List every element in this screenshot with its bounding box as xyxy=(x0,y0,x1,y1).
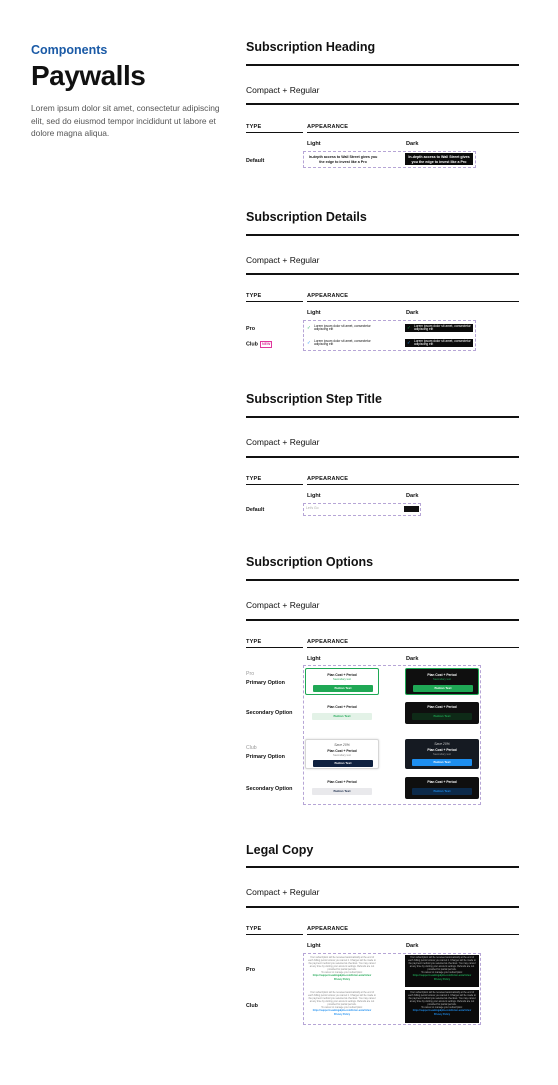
details-preview-light-club: ✓ Lorem ipsum dolor sit amet, consectetur adipiscing elit xyxy=(305,339,377,347)
option-button[interactable]: Button Text xyxy=(312,713,372,720)
check-icon: ✓ xyxy=(407,325,411,330)
dark-label: Dark xyxy=(406,310,419,316)
option-button[interactable]: Button Text xyxy=(412,788,472,795)
secondary-note: Secondary text xyxy=(333,754,351,757)
dark-label: Dark xyxy=(406,493,419,499)
row-label-primary: Primary Option xyxy=(246,754,285,760)
plan-cost: Plan Cost + Period xyxy=(427,780,457,784)
option-card-pro-primary-light[interactable] xyxy=(305,668,379,695)
plan-cost: Plan Cost + Period xyxy=(327,749,357,753)
save-badge: Save 20% xyxy=(334,743,350,747)
divider xyxy=(246,103,519,105)
row-label-default: Default xyxy=(246,507,265,513)
option-card-club-primary-dark[interactable] xyxy=(405,739,479,769)
column-header-type: TYPE xyxy=(246,124,262,130)
divider xyxy=(246,934,303,935)
plan-cost: Plan Cost + Period xyxy=(427,673,457,677)
save-badge: Save 20% xyxy=(434,742,450,746)
legal-manage: To cancel or manage your subscription: xyxy=(421,1005,463,1009)
option-button[interactable]: Button Text xyxy=(412,713,472,720)
row-label-club: Club xyxy=(246,1003,258,1009)
row-label-secondary: Secondary Option xyxy=(246,710,293,716)
divider xyxy=(307,934,519,935)
divider xyxy=(246,301,303,302)
legal-manage: To cancel or manage your subscription: xyxy=(321,970,363,974)
plan-cost: Plan Cost + Period xyxy=(427,705,457,709)
section-title: Subscription Options xyxy=(246,555,374,569)
plan-cost: Plan Cost + Period xyxy=(327,780,357,784)
divider xyxy=(246,619,519,621)
divider xyxy=(246,484,303,485)
column-header-type: TYPE xyxy=(246,293,262,299)
option-button[interactable]: Button Text xyxy=(313,760,373,767)
light-label: Light xyxy=(307,310,321,316)
variant-label: Compact + Regular xyxy=(246,85,320,95)
divider xyxy=(246,456,519,458)
option-card-pro-secondary-dark[interactable] xyxy=(405,702,479,724)
divider xyxy=(246,132,303,133)
option-button[interactable]: Button Text xyxy=(412,759,472,766)
option-button[interactable]: Button Text xyxy=(313,685,373,692)
legal-body: Your subscription will be renewed automatically at the end of each billing period unless you cancel it. Charges will be made to the payment method you selected at checkout. You may cancel at any time by visiting your account settings. Refunds are not provided for partial periods. xyxy=(308,991,376,1006)
group-label-pro: Pro xyxy=(246,671,255,677)
column-header-appearance: APPEARANCE xyxy=(307,124,349,130)
variant-label: Compact + Regular xyxy=(246,255,320,265)
divider xyxy=(307,301,519,302)
row-label-pro: Pro xyxy=(246,326,255,332)
dark-label: Dark xyxy=(406,656,419,662)
legal-url[interactable]: https://support.seekingalpha.com/hc/en-us/articles/ xyxy=(412,1008,472,1012)
dark-label: Dark xyxy=(406,141,419,147)
legal-manage: To cancel or manage your subscription: xyxy=(321,1005,363,1009)
privacy-link[interactable]: Privacy Policy xyxy=(433,977,451,981)
heading-preview-dark: In-depth access to Wall Street gives you the edge to invest like a Pro xyxy=(405,153,473,165)
heading-preview-light: In-depth access to Wall Street gives you the edge to invest like a Pro xyxy=(308,155,378,164)
variant-label: Compact + Regular xyxy=(246,887,320,897)
option-button[interactable]: Button Text xyxy=(413,685,473,692)
option-card-pro-primary-dark[interactable] xyxy=(405,668,479,695)
light-label: Light xyxy=(307,943,321,949)
legal-body: Your subscription will be renewed automatically at the end of each billing period unless you cancel it. Charges will be made to the payment method you selected at checkout. You may cancel at any time by visiting your account settings. Refunds are not provided for partial periods. xyxy=(408,956,476,971)
section-title: Subscription Step Title xyxy=(246,392,382,406)
legal-url[interactable]: https://support.seekingalpha.com/hc/en-us/articles/ xyxy=(312,973,372,977)
section-title: Legal Copy xyxy=(246,843,314,857)
divider xyxy=(246,234,519,236)
option-card-club-secondary-dark[interactable] xyxy=(405,777,479,799)
new-tag: NEW xyxy=(261,342,271,346)
legal-url[interactable]: https://support.seekingalpha.com/hc/en-us/articles/ xyxy=(312,1008,372,1012)
column-header-type: TYPE xyxy=(246,926,262,932)
section-title: Subscription Details xyxy=(246,210,367,224)
secondary-note: Secondary text xyxy=(433,678,451,681)
column-header-type: TYPE xyxy=(246,476,262,482)
variant-label: Compact + Regular xyxy=(246,437,320,447)
light-label: Light xyxy=(307,656,321,662)
column-header-type: TYPE xyxy=(246,639,262,645)
check-icon: ✓ xyxy=(307,340,311,345)
option-card-pro-secondary-light[interactable] xyxy=(305,702,379,724)
variant-label: Compact + Regular xyxy=(246,600,320,610)
column-header-appearance: APPEARANCE xyxy=(307,293,349,299)
secondary-note: Secondary text xyxy=(333,678,351,681)
legal-body: Your subscription will be renewed automatically at the end of each billing period unless you cancel it. Charges will be made to the payment method you selected at checkout. You may cancel at any time by visiting your account settings. Refunds are not provided for partial periods. xyxy=(308,956,376,971)
divider xyxy=(307,647,519,648)
row-label-club: Club NEW xyxy=(246,341,271,348)
light-label: Light xyxy=(307,493,321,499)
column-header-appearance: APPEARANCE xyxy=(307,926,349,932)
divider xyxy=(246,647,303,648)
legal-preview-dark-pro xyxy=(405,955,479,987)
divider xyxy=(246,866,519,868)
divider xyxy=(307,132,519,133)
legal-preview-light-club xyxy=(305,990,379,1023)
plan-cost: Plan Cost + Period xyxy=(427,748,457,752)
legal-body: Your subscription will be renewed automatically at the end of each billing period unless you cancel it. Charges will be made to the payment method you selected at checkout. You may cancel at any time by visiting your account settings. Refunds are not provided for partial periods. xyxy=(408,991,476,1006)
secondary-note: Secondary text xyxy=(433,753,451,756)
privacy-link[interactable]: Privacy Policy xyxy=(333,977,351,981)
column-header-appearance: APPEARANCE xyxy=(307,476,349,482)
divider xyxy=(246,906,519,908)
legal-url[interactable]: https://support.seekingalpha.com/hc/en-us/articles/ xyxy=(412,973,472,977)
divider xyxy=(307,484,519,485)
privacy-link[interactable]: Privacy Policy xyxy=(433,1012,451,1016)
details-preview-dark-pro: ✓ Lorem ipsum dolor sit amet, consectetur adipiscing elit xyxy=(405,324,473,332)
option-card-club-secondary-light[interactable] xyxy=(305,777,379,799)
row-label-secondary: Secondary Option xyxy=(246,786,293,792)
privacy-link[interactable]: Privacy Policy xyxy=(333,1012,351,1016)
row-label-default: Default xyxy=(246,158,265,164)
column-header-appearance: APPEARANCE xyxy=(307,639,349,645)
section-title: Subscription Heading xyxy=(246,40,376,54)
light-label: Light xyxy=(307,141,321,147)
row-label-primary: Primary Option xyxy=(246,680,285,686)
divider xyxy=(246,64,519,66)
page-title: Paywalls xyxy=(31,60,146,91)
group-label-club: Club xyxy=(246,745,257,751)
step-preview-dark xyxy=(404,506,419,512)
details-preview-light-pro: ✓ Lorem ipsum dolor sit amet, consectetur adipiscing elit xyxy=(305,324,377,332)
legal-manage: To cancel or manage your subscription: xyxy=(421,970,463,974)
check-icon: ✓ xyxy=(307,325,311,330)
details-preview-dark-club: ✓ Lorem ipsum dolor sit amet, consectetur adipiscing elit xyxy=(405,339,473,347)
check-icon: ✓ xyxy=(407,340,411,345)
dark-label: Dark xyxy=(406,943,419,949)
divider xyxy=(246,416,519,418)
divider xyxy=(246,273,519,275)
divider xyxy=(246,579,519,581)
section-eyebrow: Components xyxy=(31,43,108,57)
legal-preview-light-pro xyxy=(305,955,379,987)
step-preview-light: Let's Go xyxy=(306,506,319,510)
option-button[interactable]: Button Text xyxy=(312,788,372,795)
option-card-club-primary-light[interactable] xyxy=(305,739,379,769)
page-intro: Lorem ipsum dolor sit amet, consectetur adipiscing elit, sed do eiusmod tempor incididunt ut labore et dolore magna aliqua. xyxy=(31,103,220,138)
plan-cost: Plan Cost + Period xyxy=(327,705,357,709)
legal-preview-dark-club xyxy=(405,990,479,1023)
row-label-pro: Pro xyxy=(246,967,255,973)
plan-cost: Plan Cost + Period xyxy=(327,673,357,677)
